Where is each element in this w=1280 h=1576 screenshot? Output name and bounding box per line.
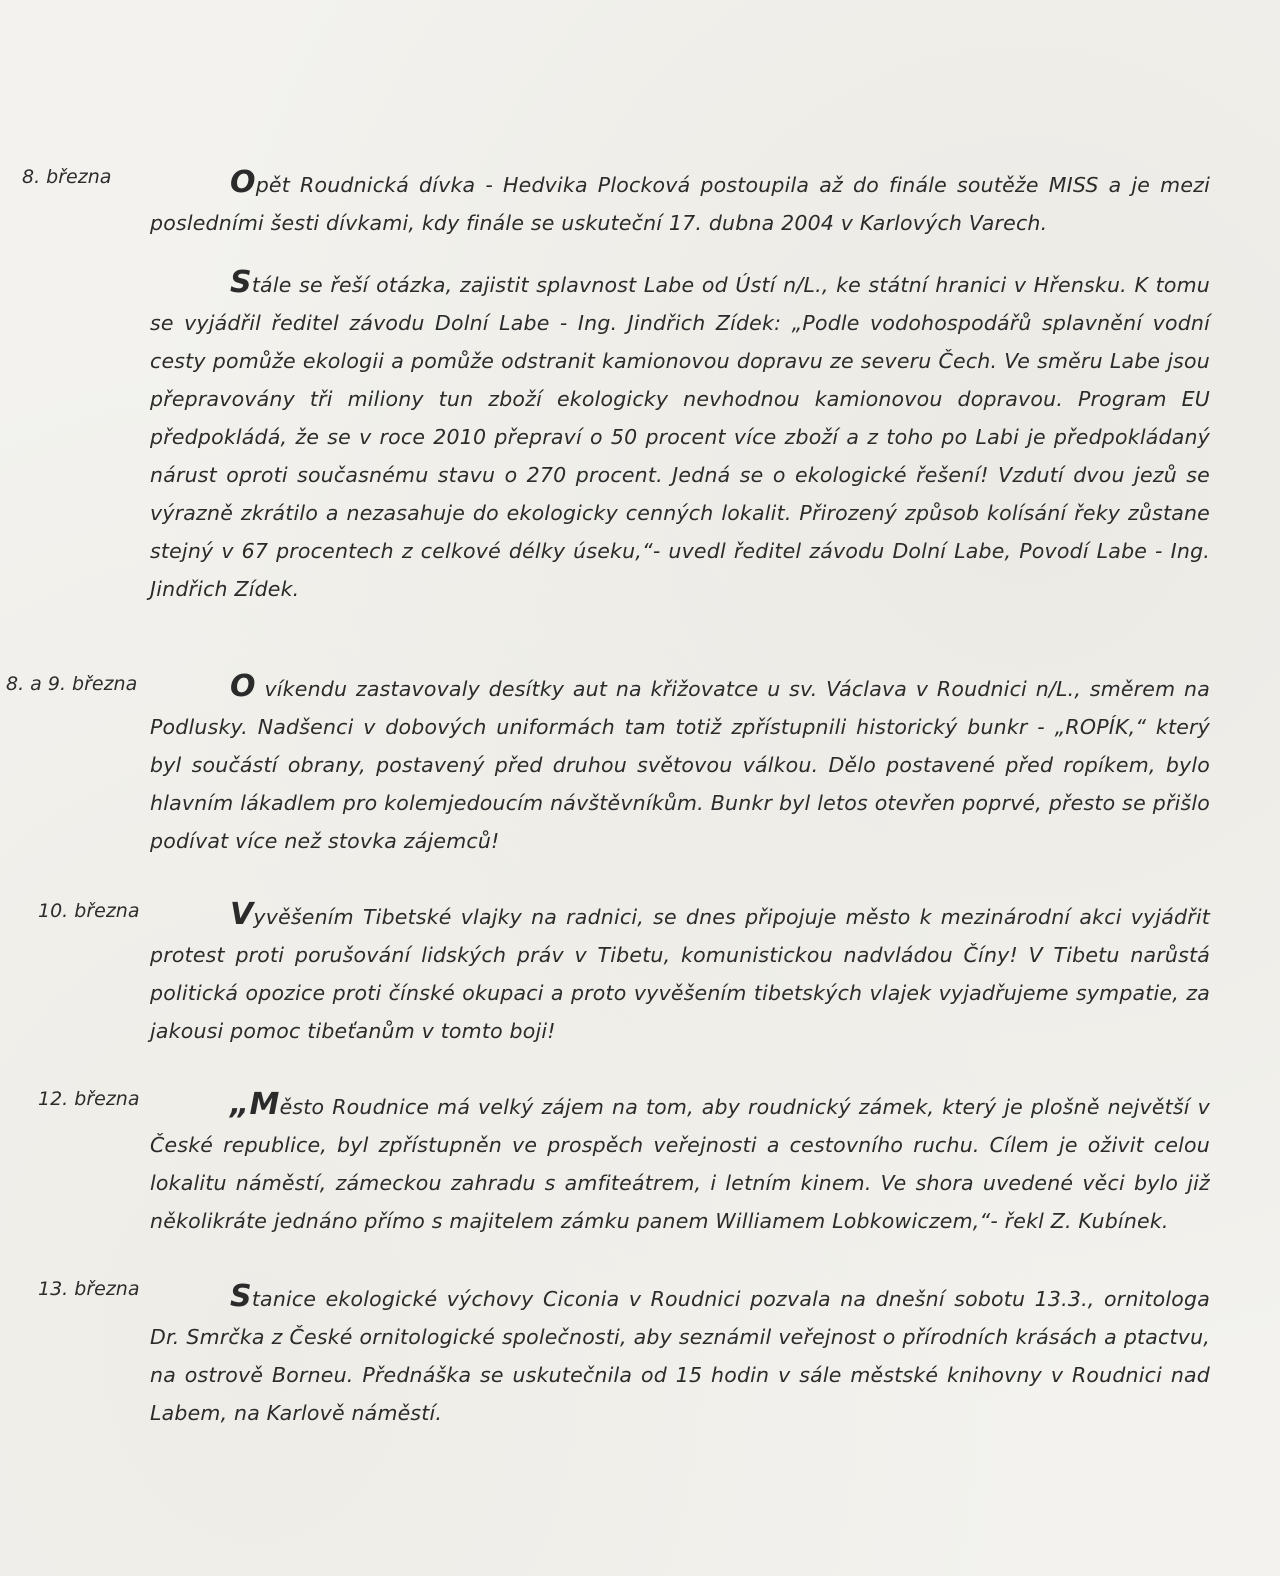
entry-paragraph: O víkendu zastavovaly desítky aut na křižovatce u sv. Václava v Roudnici n/L., směrem na Podlusky. Nadšenci v dobových uniformách tam totiž zpřístupnili historický bunkr - „ROPÍK,“ který byl součástí obrany, postavený před druhou světovou válkou. Dělo postavené před ropíkem, bylo hlavním lákadlem pro kolemjedoucím návštěvníkům. Bunkr byl letos otevřen poprvé, přesto se přišlo podívat více než stovka zájemců! [150, 669, 1210, 853]
entry-paragraph: Stanice ekologické výchovy Ciconia v Roudnici pozvala na dnešní sobotu 13.3., ornitologa Dr. Smrčka z České ornitologické společnosti, aby seznámil veřejnost o přírodních krásách a ptactvu, na ostrově Borneu. Přednáška se uskutečnila od 15 hodin v sále městské knihovny v Roudnici nad Labem, na Karlově náměstí. [150, 1279, 1210, 1425]
entry-text [150, 896, 1210, 1050]
entry-date: 8. března [22, 166, 112, 188]
entry-date: 12. března [38, 1088, 140, 1110]
entry-paragraph: Vyvěšením Tibetské vlajky na radnici, se dnes připojuje město k mezinárodní akci vyjádřit protest proti porušování lidských práv v Tibetu, komunistickou nadvládou Číny! V Tibetu narůstá politická opozice proti čínské okupaci a proto vyvěšením tibetských vlajek vyjadřujeme sympatie, za jakousi pomoc tibeťanům v tomto boji! [150, 897, 1210, 1043]
entry-paragraph: Opět Roudnická dívka - Hedvika Plocková postoupila až do finále soutěže MISS a je mezi posledními šesti dívkami, kdy finále se uskuteční 17. dubna 2004 v Karlových Varech. [150, 165, 1210, 235]
entry-text [150, 1086, 1210, 1240]
entry-date: 13. března [38, 1278, 140, 1300]
entry-date: 10. března [38, 900, 140, 922]
entry-text [150, 164, 1210, 608]
entry-text [150, 668, 1210, 860]
entry-date: 8. a 9. března [6, 673, 138, 695]
entry-paragraph: Stále se řeší otázka, zajistit splavnost Labe od Ústí n/L., ke státní hranici v Hřensku. K tomu se vyjádřil ředitel závodu Dolní Labe - Ing. Jindřich Zídek: „Podle vodohospodářů splavnění vodní cesty pomůže ekologii a pomůže odstranit kamionovou dopravu ze severu Čech. Ve směru Labe jsou přepravovány tři miliony tun zboží ekologicky nevhodnou kamionovou dopravou. Program EU předpokládá, že se v roce 2010 přepraví o 50 procent více zboží a z toho po Labi je předpokládaný nárust oproti současnému stavu o 270 procent. Jedná se o ekologické řešení! Vzdutí dvou jezů se výrazně zkrátilo a nezasahuje do ekologicky cenných lokalit. Přirozený způsob kolísání řeky zůstane stejný v 67 procentech z celkové délky úseku,“- uvedl ředitel závodu Dolní Labe, Povodí Labe - Ing. Jindřich Zídek. [150, 265, 1210, 601]
entry-paragraph: „Město Roudnice má velký zájem na tom, aby roudnický zámek, který je plošně největší v České republice, byl zpřístupněn ve prospěch veřejnosti a cestovního ruchu. Cílem je oživit celou lokalitu náměstí, zámeckou zahradu s amfiteátrem, i letním kinem. Ve shora uvedené věci bylo již několikráte jednáno přímo s majitelem zámku panem Williamem Lobkowiczem,“- řekl Z. Kubínek. [150, 1087, 1210, 1233]
entry-text [150, 1278, 1210, 1432]
